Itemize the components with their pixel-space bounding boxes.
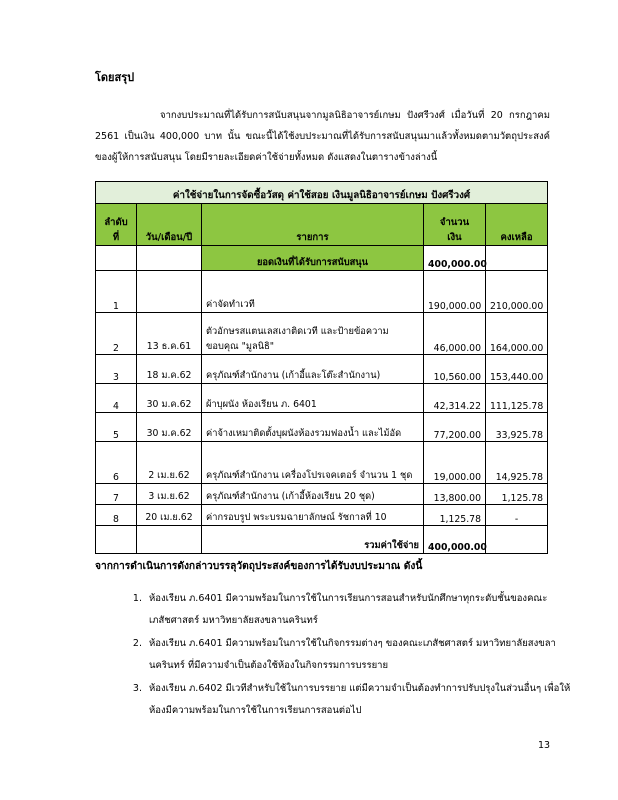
row-item: ครุภัณฑ์สำนักงาน (เก้าอี้และโต๊ะสำนักงาน): [202, 355, 424, 384]
row-item: ค่าจัดทำเวที: [202, 271, 424, 313]
grant-row: [96, 246, 548, 271]
row-balance: 1,125.78: [486, 484, 548, 505]
row-no: 4: [96, 384, 137, 413]
row-date: 30 ม.ค.62: [137, 413, 202, 442]
header-no: [96, 204, 137, 246]
row-balance: 164,000.00: [486, 313, 548, 355]
table-header-row: [96, 204, 548, 246]
row-date: 18 ม.ค.62: [137, 355, 202, 384]
row-date: [137, 271, 202, 313]
row-no: 1: [96, 271, 137, 313]
row-date: 2 เม.ย.62: [137, 442, 202, 484]
row-amount: 13,800.00: [424, 484, 486, 505]
row-item: ตัวอักษรสแตนเลสเงาติดเวที และป้ายข้อความขอบคุณ "มูลนิธิ": [202, 313, 424, 355]
header-item: รายการ: [202, 204, 424, 246]
total-row: [96, 526, 548, 554]
table-row: [96, 484, 548, 505]
table-row: [96, 271, 548, 313]
summary-title: จากการดำเนินการดังกล่าวบรรลุวัตถุประสงค์ของการได้รับงบประมาณ ดังนี้: [95, 561, 423, 572]
total-empty-no: [96, 526, 137, 554]
row-no: 3: [96, 355, 137, 384]
grant-label: ยอดเงินที่ได้รับการสนับสนุน: [202, 246, 424, 271]
row-no: 2: [96, 313, 137, 355]
row-amount: 77,200.00: [424, 413, 486, 442]
total-empty-balance: [486, 526, 548, 554]
row-item: ค่ากรอบรูป พระบรมฉายาลักษณ์ รัชกาลที่ 10: [202, 505, 424, 526]
table-title-row: [96, 182, 548, 204]
table-row: [96, 413, 548, 442]
row-balance: 111,125.78: [486, 384, 548, 413]
table-row: [96, 355, 548, 384]
row-item: ผ้าบุผนัง ห้องเรียน ภ. 6401: [202, 384, 424, 413]
row-amount: 10,560.00: [424, 355, 486, 384]
expense-table: [95, 181, 548, 554]
intro-paragraph: จากงบประมาณที่ได้รับการสนับสนุนจากมูลนิธิอาจารย์เกษม ปังศรีวงศ์ เมื่อวันที่ 20 กรกฎาคม 2561 เป็นเงิน 400,000 บาท นั้น ขณะนี้ได้ใช้งบประมาณที่ได้รับการสนับสนุนมาแล้วทั้งหมดตามวัตถุประสงค์ของผู้ให้การสนับสนุน โดยมีรายละเอียดค่าใช้จ่ายทั้งหมด ดังแสดงในตารางข้างล่างนี้: [95, 110, 550, 163]
section-heading: โดยสรุป: [95, 71, 135, 84]
total-amount: 400,000.00: [424, 526, 486, 554]
row-item: ครุภัณฑ์สำนักงาน เครื่องโปรเจคเตอร์ จำนวน 1 ชุด: [202, 442, 424, 484]
row-balance: 14,925.78: [486, 442, 548, 484]
header-date: วัน/เดือน/ปี: [137, 204, 202, 246]
row-date: 3 เม.ย.62: [137, 484, 202, 505]
row-no: 7: [96, 484, 137, 505]
header-balance: คงเหลือ: [486, 204, 548, 246]
header-no-line2: ที่: [112, 232, 120, 243]
table-row: [96, 505, 548, 526]
list-item: 2. ห้องเรียน ภ.6401 มีความพร้อมในการใช้ในกิจกรรมต่างๆ ของคณะเภสัชศาสตร์ มหาวิทยาลัยสงขลานครินทร์ ที่มีความจำเป็นต้องใช้ห้องในกิจกรรมการบรรยาย: [145, 633, 585, 676]
header-amount-line1: จำนวน: [439, 217, 470, 228]
row-no: 6: [96, 442, 137, 484]
grant-empty-date: [137, 246, 202, 271]
total-empty-date: [137, 526, 202, 554]
row-item: ครุภัณฑ์สำนักงาน (เก้าอี้ห้องเรียน 20 ชุด): [202, 484, 424, 505]
grant-empty-balance: [486, 246, 548, 271]
page-number: 13: [538, 740, 551, 751]
total-label: รวมค่าใช้จ่าย: [202, 526, 424, 554]
row-balance: -: [486, 505, 548, 526]
row-amount: 42,314.22: [424, 384, 486, 413]
table-row: [96, 442, 548, 484]
row-balance: 153,440.00: [486, 355, 548, 384]
header-amount-line2: เงิน: [447, 232, 462, 243]
table-row: [96, 384, 548, 413]
row-balance: 33,925.78: [486, 413, 548, 442]
grant-empty-no: [96, 246, 137, 271]
row-amount: 46,000.00: [424, 313, 486, 355]
row-date: 30 ม.ค.62: [137, 384, 202, 413]
row-balance: 210,000.00: [486, 271, 548, 313]
row-amount: 1,125.78: [424, 505, 486, 526]
list-item: 1. ห้องเรียน ภ.6401 มีความพร้อมในการใช้ในการเรียนการสอนสำหรับนักศึกษาทุกระดับชั้นของคณะเภสัชศาสตร์ มหาวิทยาลัยสงขลานครินทร์: [145, 588, 585, 631]
list-item: 3. ห้องเรียน ภ.6402 มีเวทีสำหรับใช้ในการบรรยาย แต่มีความจำเป็นต้องทำการปรับปรุงในส่วนอื่นๆ เพื่อให้ห้องมีความพร้อมในการใช้ในการเรียนการสอนต่อไป: [145, 678, 585, 721]
row-date: 13 ธ.ค.61: [137, 313, 202, 355]
outcomes-list: [110, 588, 585, 723]
row-amount: 190,000.00: [424, 271, 486, 313]
header-no-line1: ลำดับ: [104, 217, 128, 228]
table-title: ค่าใช้จ่ายในการจัดซื้อวัสดุ ค่าใช้สอย เงินมูลนิธิอาจารย์เกษม ปังศรีวงศ์: [96, 182, 548, 204]
row-no: 8: [96, 505, 137, 526]
row-item: ค่าจ้างเหมาติดตั้งบุผนังห้องรวมฟองน้ำ และไม้อัด: [202, 413, 424, 442]
header-amount: [424, 204, 486, 246]
row-amount: 19,000.00: [424, 442, 486, 484]
grant-amount: 400,000.00: [424, 246, 486, 271]
row-date: 20 เม.ย.62: [137, 505, 202, 526]
row-no: 5: [96, 413, 137, 442]
table-row: [96, 313, 548, 355]
